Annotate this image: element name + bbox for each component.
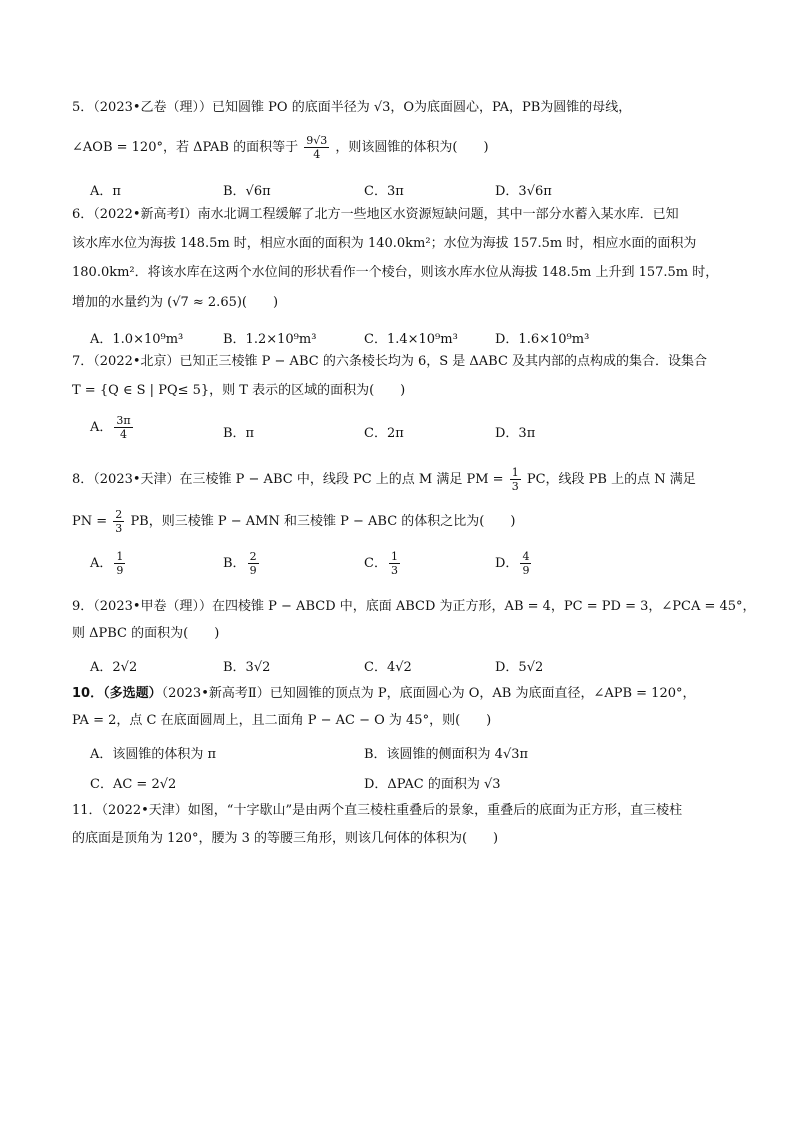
option-a[interactable] xyxy=(90,414,135,441)
question-8-fraction-2 xyxy=(113,508,124,535)
fraction-numerator: 1 xyxy=(116,550,124,563)
question-5-text-b: ，则该圆锥的体积为( ) xyxy=(335,140,489,155)
question-5-line-2 xyxy=(72,134,727,161)
fraction-numerator: 9√3 xyxy=(306,134,328,147)
fraction-denominator: 9 xyxy=(116,564,124,577)
option-b[interactable]: B．π xyxy=(223,426,255,441)
option-d-label: D． xyxy=(495,556,519,571)
fraction-numerator: 2 xyxy=(115,508,123,521)
option-a[interactable]: A．π xyxy=(90,184,121,199)
question-9-line-1: 9．（2023•甲卷（理））在四棱锥 P − ABCD 中，底面 ABCD 为正方形，AB = 4，PC = PD = 3，∠PCA = 45°， xyxy=(72,599,756,614)
option-d[interactable]: D．5√2 xyxy=(495,660,544,675)
option-d[interactable] xyxy=(495,550,533,577)
option-a[interactable] xyxy=(90,550,127,577)
fraction-denominator: 3 xyxy=(390,564,398,577)
option-b-fraction xyxy=(248,550,259,577)
question-7-line-2: T = {Q ∈ S | PQ≤ 5}，则 T 表示的区域的面积为( ) xyxy=(72,383,406,398)
question-10-tag: （多选题） xyxy=(103,686,162,701)
question-6-line-4: 增加的水量约为 (√7 ≈ 2.65)( ) xyxy=(72,295,279,310)
question-10-options-row-2 xyxy=(90,773,720,795)
option-d[interactable]: D．3√6π xyxy=(495,184,552,199)
question-5-fraction xyxy=(304,134,329,161)
fraction-numerator: 3π xyxy=(116,414,131,427)
option-b[interactable]: B．√6π xyxy=(223,184,271,199)
option-c-label: C． xyxy=(364,556,387,571)
fraction-denominator: 3 xyxy=(115,522,123,535)
question-10-text: （2023•新高考Ⅱ）已知圆锥的顶点为 P，底面圆心为 O，AB 为底面直径，∠APB = 120°， xyxy=(161,686,696,701)
fraction-numerator: 1 xyxy=(390,550,398,563)
fraction-numerator: 1 xyxy=(511,466,519,479)
question-8-line-1 xyxy=(72,466,727,493)
question-6-line-1: 6．（2022•新高考Ⅰ）南水北调工程缓解了北方一些地区水资源短缺问题，其中一部分水蓄入某水库．已知 xyxy=(72,207,679,222)
question-10-line-2: PA = 2，点 C 在底面圆周上，且二面角 P − AC − O 为 45°，则( ) xyxy=(72,713,492,728)
fraction-denominator: 9 xyxy=(249,564,257,577)
option-c[interactable]: C．4√2 xyxy=(364,660,412,675)
fraction-numerator: 4 xyxy=(522,550,530,563)
option-d[interactable]: D．3π xyxy=(495,426,536,441)
option-c[interactable]: C．1.4×10⁹m³ xyxy=(364,332,458,347)
question-10-number: 10． xyxy=(72,686,104,701)
fraction-numerator: 2 xyxy=(249,550,257,563)
option-b[interactable]: B．该圆锥的侧面积为 4√3π xyxy=(364,747,529,762)
option-c[interactable]: C．2π xyxy=(364,426,404,441)
option-b[interactable] xyxy=(223,550,261,577)
fraction-denominator: 9 xyxy=(522,564,530,577)
option-c[interactable] xyxy=(364,550,402,577)
option-a-label: A． xyxy=(90,556,113,571)
question-11-line-2: 的底面是顶角为 120°，腰为 3 的等腰三角形，则该几何体的体积为( ) xyxy=(72,831,499,846)
question-9-options xyxy=(90,656,720,678)
option-a-fraction xyxy=(114,550,125,577)
option-a[interactable]: A．2√2 xyxy=(90,660,138,675)
question-8-text-b: PC，线段 PB 上的点 N 满足 xyxy=(526,472,696,487)
option-a[interactable]: A．1.0×10⁹m³ xyxy=(90,332,184,347)
option-b[interactable]: B．1.2×10⁹m³ xyxy=(223,332,317,347)
question-8-text-a: 8．（2023•天津）在三棱锥 P − ABC 中，线段 PC 上的点 M 满足 PM = xyxy=(72,472,504,487)
question-6-options xyxy=(90,328,720,350)
question-8-options xyxy=(90,550,720,582)
fraction-denominator: 3 xyxy=(511,480,519,493)
option-d[interactable]: D．ΔPAC 的面积为 √3 xyxy=(364,777,501,792)
option-a-fraction xyxy=(114,414,132,441)
question-7-options xyxy=(90,414,720,446)
question-8-text-d: PB，则三棱锥 P − AMN 和三棱锥 P − ABC 的体积之比为( ) xyxy=(130,514,516,529)
option-b-label: B． xyxy=(223,556,246,571)
question-8-line-2 xyxy=(72,508,727,535)
question-9-line-2: 则 ΔPBC 的面积为( ) xyxy=(72,626,220,641)
question-7-line-1: 7．（2022•北京）已知正三棱锥 P − ABC 的六条棱长均为 6，S 是 ΔABC 及其内部的点构成的集合．设集合 xyxy=(72,354,708,369)
option-a-label: A． xyxy=(90,420,113,435)
option-c[interactable]: C．3π xyxy=(364,184,404,199)
option-b[interactable]: B．3√2 xyxy=(223,660,271,675)
question-5-line-1: 5．（2023•乙卷（理））已知圆锥 PO 的底面半径为 √3，O为底面圆心，PA，PB为圆锥的母线， xyxy=(72,100,632,115)
question-11-line-1: 11．（2022•天津）如图，“十字歇山”是由两个直三棱柱重叠后的景象，重叠后的底面为正方形，直三棱柱 xyxy=(72,803,683,818)
fraction-denominator: 4 xyxy=(313,148,321,161)
option-c[interactable]: C．AC = 2√2 xyxy=(90,777,177,792)
option-d[interactable]: D．1.6×10⁹m³ xyxy=(495,332,590,347)
question-6-line-2: 该水库水位为海拔 148.5m 时，相应水面的面积为 140.0km²；水位为海拔 157.5m 时，相应水面的面积为 xyxy=(72,236,697,251)
question-6-line-3: 180.0km²．将该水库在这两个水位间的形状看作一个棱台，则该水库水位从海拔 148.5m 上升到 157.5m 时， xyxy=(72,265,719,280)
question-10-options-row-1 xyxy=(90,743,720,765)
fraction-denominator: 4 xyxy=(120,428,127,441)
option-c-fraction xyxy=(389,550,400,577)
option-a[interactable]: A．该圆锥的体积为 π xyxy=(90,747,217,762)
question-5-options xyxy=(90,180,720,202)
question-8-text-c: PN = xyxy=(72,514,108,529)
question-10-line-1 xyxy=(72,684,727,704)
option-d-fraction xyxy=(520,550,531,577)
question-8-fraction-1 xyxy=(510,466,521,493)
question-5-text-a: ∠AOB = 120°，若 ΔPAB 的面积等于 xyxy=(72,140,299,155)
